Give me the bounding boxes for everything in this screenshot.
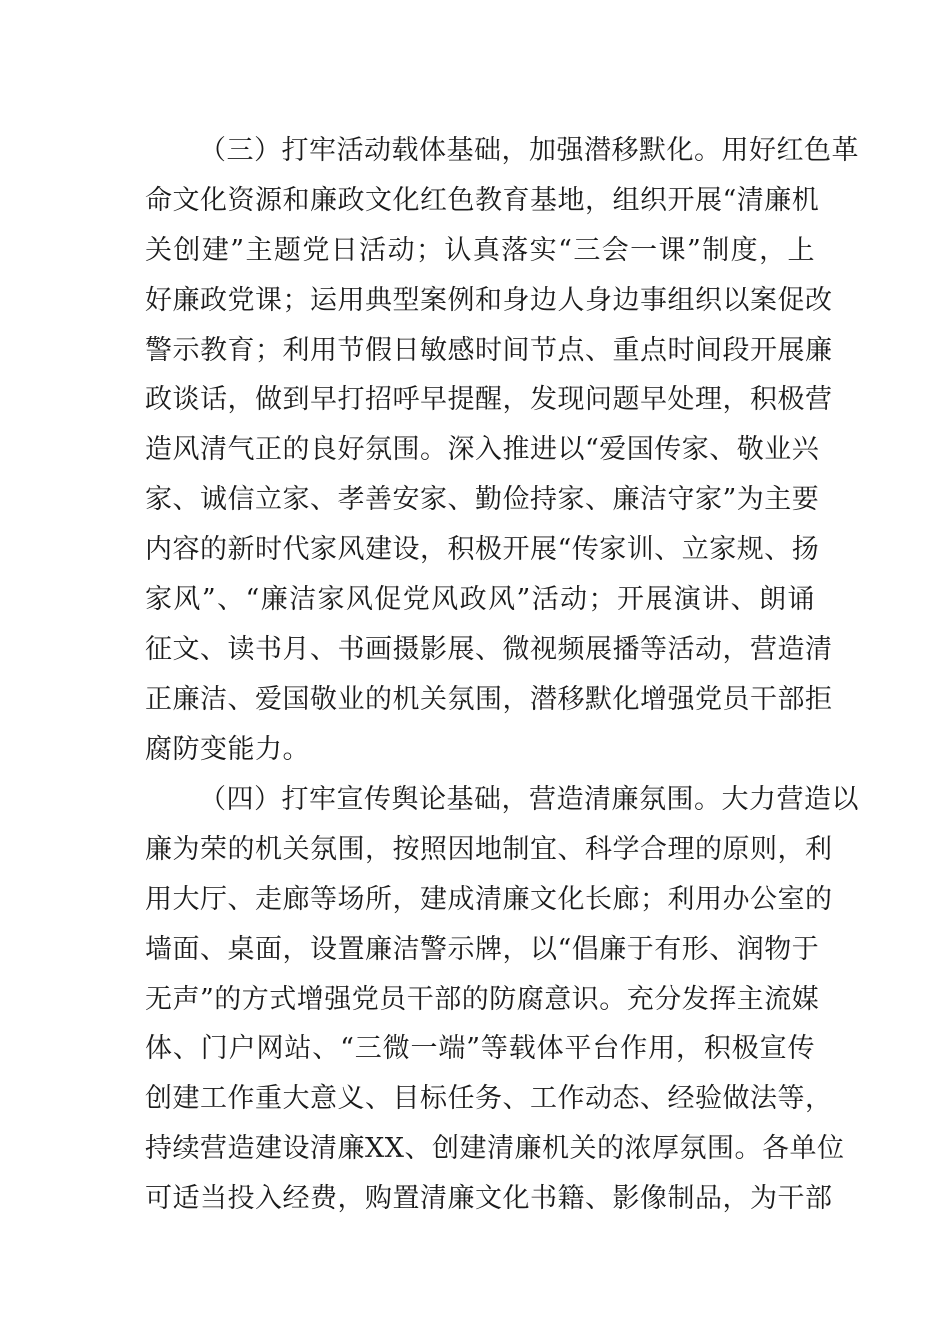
text-line: 创建工作重大意义、目标任务、工作动态、经验做法等， [145,1083,833,1115]
text-line: 可适当投入经费，购置清廉文化书籍、影像制品，为干部 [145,1183,833,1215]
paragraph-3 [145,126,859,775]
text-line: 体、门户网站、“三微一端”等载体平台作用，积极宣传 [145,1033,815,1065]
text-line: 警示教育；利用节假日敏感时间节点、重点时间段开展廉 [145,334,833,366]
text-line: 关创建”主题党日活动；认真落实“三会一课”制度，上 [145,234,815,266]
text-line: 好廉政党课；运用典型案例和身边人身边事组织以案促改 [145,284,833,316]
text-line: 命文化资源和廉政文化红色教育基地，组织开展“清廉机 [145,184,820,216]
text-line: 政谈话，做到早打招呼早提醒，发现问题早处理，积极营 [145,384,833,416]
text-line: 正廉洁、爱国敬业的机关氛围，潜移默化增强党员干部拒 [145,683,833,715]
text-line: 用大厅、走廊等场所，建成清廉文化长廊；利用办公室的 [145,883,833,915]
text-line: （三）打牢活动载体基础，加强潜移默化。用好红色革 [199,135,859,166]
text-line: 腐防变能力。 [145,733,310,765]
text-line: 造风清气正的良好氛围。深入推进以“爱国传家、敬业兴 [145,434,820,466]
text-line: 内容的新时代家风建设，积极开展“传家训、立家规、扬 [145,534,820,566]
text-line: （四）打牢宣传舆论基础，营造清廉氛围。大力营造以 [199,784,859,815]
text-line: 无声”的方式增强党员干部的防腐意识。充分发挥主流媒 [145,983,820,1015]
text-line: 征文、读书月、书画摄影展、微视频展播等活动，营造清 [145,633,833,665]
text-line: 墙面、桌面，设置廉洁警示牌，以“倡廉于有形、润物于 [145,933,820,965]
text-line: 家风”、“廉洁家风促党风政风”活动；开展演讲、朗诵 [145,584,815,616]
text-line: 家、诚信立家、孝善安家、勤俭持家、廉洁守家”为主要 [145,484,820,516]
text-line: 廉为荣的机关氛围，按照因地制宜、科学合理的原则，利 [145,833,833,865]
paragraph-4 [145,775,859,1224]
text-line: 持续营造建设清廉XX、创建清廉机关的浓厚氛围。各单位 [145,1133,845,1165]
